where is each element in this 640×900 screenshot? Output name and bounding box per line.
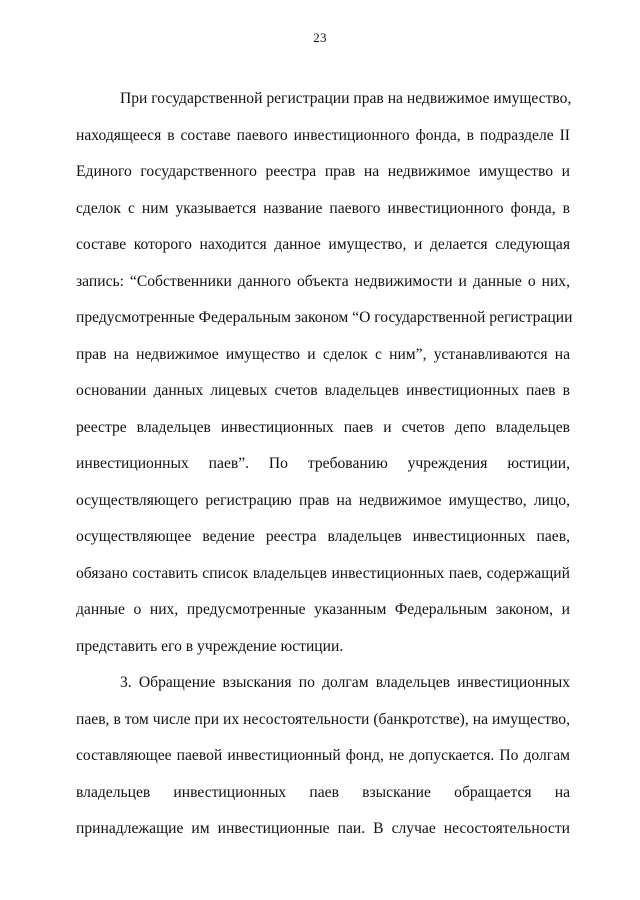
text-line: 3. Обращение взыскания по долгам владельцев инвестиционных [120, 674, 570, 691]
text-line: прав на недвижимое имущество и сделок с ним”, устанавливаются на [76, 345, 570, 363]
text-line: представить его в учреждение юстиции. [76, 637, 344, 655]
text-line: составе которого находится данное имущество, и делается следующая [76, 236, 570, 253]
text-line: предусмотренные Федеральным законом “О государственной регистрации [76, 309, 573, 326]
text-line: составляющее паевой инвестиционный фонд, не допускается. По долгам [76, 747, 570, 764]
text-line: инвестиционных паев”. По требованию учреждения юстиции, [76, 455, 570, 472]
text-line: принадлежащие им инвестиционные паи. В случае несостоятельности [76, 820, 570, 837]
text-line: При государственной регистрации прав на недвижимое имущество, [120, 90, 572, 107]
document-body [76, 81, 573, 848]
paragraph-registration [76, 81, 573, 665]
text-line: осуществляющего регистрацию прав на недвижимое имущество, лицо, [76, 491, 570, 509]
text-line: запись: “Собственники данного объекта недвижимости и данные о них, [76, 272, 570, 290]
text-line: Единого государственного реестра прав на недвижимое имущество и [76, 163, 570, 180]
text-line: сделок с ним указывается название паевого инвестиционного фонда, в [76, 199, 570, 217]
text-line: обязано составить список владельцев инвестиционных паев, содержащий [76, 564, 570, 582]
text-line: основании данных лицевых счетов владельцев инвестиционных паев в [76, 382, 570, 399]
text-line: владельцев инвестиционных паев взыскание обращается на [76, 783, 570, 801]
page-number: 23 [313, 30, 327, 45]
text-line: данные о них, предусмотренные указанным Федеральным законом, и [76, 601, 570, 618]
text-line: осуществляющее ведение реестра владельцев инвестиционных паев, [76, 528, 570, 545]
text-line: реестре владельцев инвестиционных паев и счетов депо владельцев [76, 418, 570, 436]
text-line: паев, в том числе при их несостоятельности (банкротстве), на имущество, [76, 710, 570, 728]
text-line: находящееся в составе паевого инвестиционного фонда, в подразделе II [76, 126, 570, 144]
paragraph-item-3 [76, 665, 570, 848]
